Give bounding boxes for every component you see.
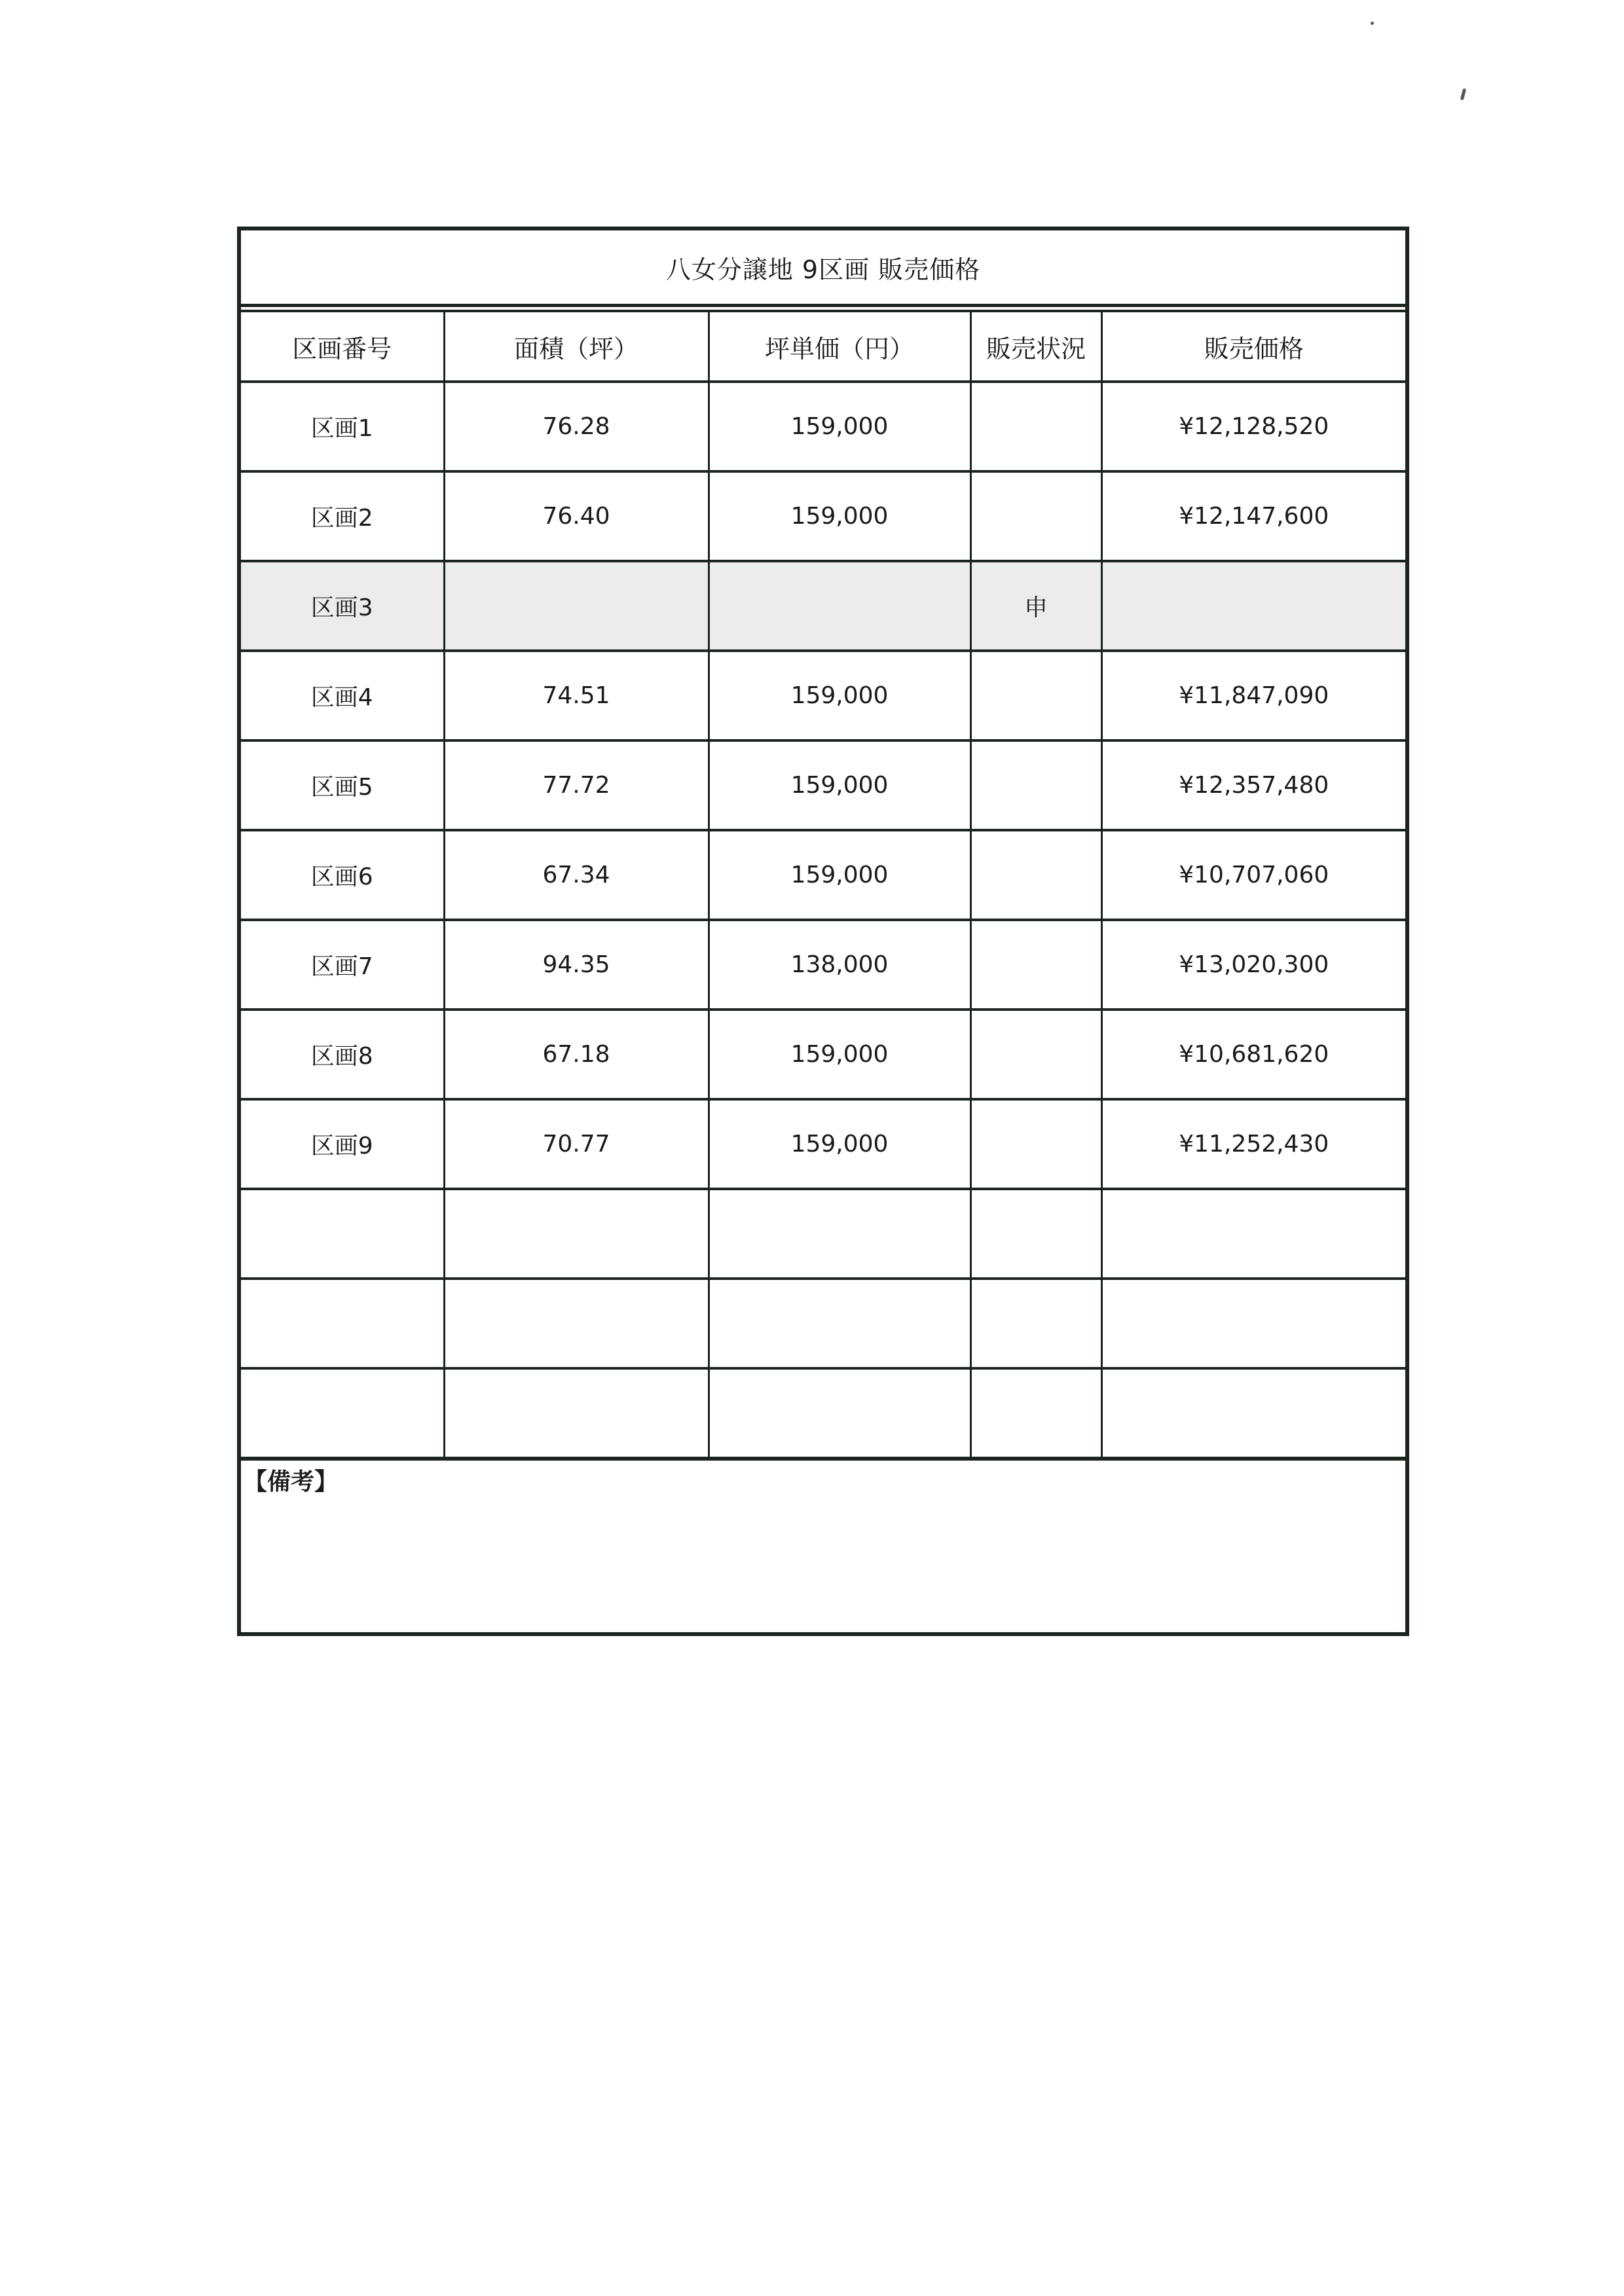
cell-unit-price: 159,000 bbox=[709, 651, 970, 740]
cell-status bbox=[970, 1279, 1101, 1368]
cell-area bbox=[444, 1279, 709, 1368]
cell-status bbox=[970, 920, 1101, 1010]
cell-unit-price: 159,000 bbox=[709, 382, 970, 471]
cell-unit-price: 159,000 bbox=[709, 1010, 970, 1099]
cell-unit-price bbox=[709, 1368, 970, 1458]
cell-price bbox=[1101, 1279, 1405, 1368]
cell-price bbox=[1101, 561, 1405, 651]
cell-area: 76.28 bbox=[444, 382, 709, 471]
lot-price-table bbox=[241, 312, 1405, 1459]
cell-status bbox=[970, 471, 1101, 561]
cell-price: ¥10,707,060 bbox=[1101, 830, 1405, 920]
cell-area bbox=[444, 1368, 709, 1458]
cell-lot: 区画9 bbox=[241, 1099, 444, 1189]
scan-speck bbox=[1460, 88, 1466, 101]
cell-lot: 区画6 bbox=[241, 830, 444, 920]
cell-area: 76.40 bbox=[444, 471, 709, 561]
table-header-row bbox=[241, 312, 1405, 382]
title-divider bbox=[241, 307, 1405, 312]
cell-price: ¥11,847,090 bbox=[1101, 651, 1405, 740]
cell-area: 70.77 bbox=[444, 1099, 709, 1189]
cell-price: ¥12,147,600 bbox=[1101, 471, 1405, 561]
header-area: 面積（坪） bbox=[444, 312, 709, 382]
table-row bbox=[241, 382, 1405, 471]
cell-area: 77.72 bbox=[444, 740, 709, 830]
table-row bbox=[241, 740, 1405, 830]
cell-unit-price: 159,000 bbox=[709, 471, 970, 561]
cell-status bbox=[970, 382, 1101, 471]
cell-lot: 区画1 bbox=[241, 382, 444, 471]
header-unit-price: 坪単価（円） bbox=[709, 312, 970, 382]
table-row bbox=[241, 1010, 1405, 1099]
table-row-empty bbox=[241, 1368, 1405, 1458]
table-row bbox=[241, 830, 1405, 920]
cell-status bbox=[970, 651, 1101, 740]
cell-price: ¥10,681,620 bbox=[1101, 1010, 1405, 1099]
cell-price: ¥12,128,520 bbox=[1101, 382, 1405, 471]
remarks-label: 【備考】 bbox=[244, 1468, 339, 1495]
table-row-empty bbox=[241, 1189, 1405, 1279]
cell-status bbox=[970, 1099, 1101, 1189]
cell-price bbox=[1101, 1189, 1405, 1279]
cell-area bbox=[444, 1189, 709, 1279]
cell-area bbox=[444, 561, 709, 651]
cell-price: ¥11,252,430 bbox=[1101, 1099, 1405, 1189]
cell-status: 申 bbox=[970, 561, 1101, 651]
price-sheet bbox=[237, 227, 1409, 1636]
cell-area: 74.51 bbox=[444, 651, 709, 740]
cell-status bbox=[970, 740, 1101, 830]
header-sales-status: 販売状況 bbox=[970, 312, 1101, 382]
cell-unit-price bbox=[709, 561, 970, 651]
cell-lot bbox=[241, 1189, 444, 1279]
cell-area: 67.18 bbox=[444, 1010, 709, 1099]
cell-area: 67.34 bbox=[444, 830, 709, 920]
table-row bbox=[241, 920, 1405, 1010]
cell-lot bbox=[241, 1368, 444, 1458]
cell-unit-price: 159,000 bbox=[709, 830, 970, 920]
cell-status bbox=[970, 830, 1101, 920]
cell-price: ¥13,020,300 bbox=[1101, 920, 1405, 1010]
cell-lot: 区画3 bbox=[241, 561, 444, 651]
cell-lot: 区画8 bbox=[241, 1010, 444, 1099]
cell-lot: 区画5 bbox=[241, 740, 444, 830]
header-lot-number: 区画番号 bbox=[241, 312, 444, 382]
table-row bbox=[241, 471, 1405, 561]
document-title: 八女分譲地 9区画 販売価格 bbox=[241, 230, 1405, 307]
cell-area: 94.35 bbox=[444, 920, 709, 1010]
cell-lot bbox=[241, 1279, 444, 1368]
cell-lot: 区画2 bbox=[241, 471, 444, 561]
table-row-empty bbox=[241, 1279, 1405, 1368]
cell-unit-price: 159,000 bbox=[709, 740, 970, 830]
cell-price bbox=[1101, 1368, 1405, 1458]
cell-lot: 区画7 bbox=[241, 920, 444, 1010]
remarks-box bbox=[241, 1459, 1405, 1632]
cell-unit-price: 159,000 bbox=[709, 1099, 970, 1189]
cell-unit-price bbox=[709, 1279, 970, 1368]
table-row bbox=[241, 1099, 1405, 1189]
table-row-applied bbox=[241, 561, 1405, 651]
cell-unit-price: 138,000 bbox=[709, 920, 970, 1010]
cell-status bbox=[970, 1010, 1101, 1099]
scan-speck bbox=[1371, 22, 1374, 25]
table-row bbox=[241, 651, 1405, 740]
cell-status bbox=[970, 1189, 1101, 1279]
cell-lot: 区画4 bbox=[241, 651, 444, 740]
cell-unit-price bbox=[709, 1189, 970, 1279]
cell-price: ¥12,357,480 bbox=[1101, 740, 1405, 830]
header-sale-price: 販売価格 bbox=[1101, 312, 1405, 382]
cell-status bbox=[970, 1368, 1101, 1458]
